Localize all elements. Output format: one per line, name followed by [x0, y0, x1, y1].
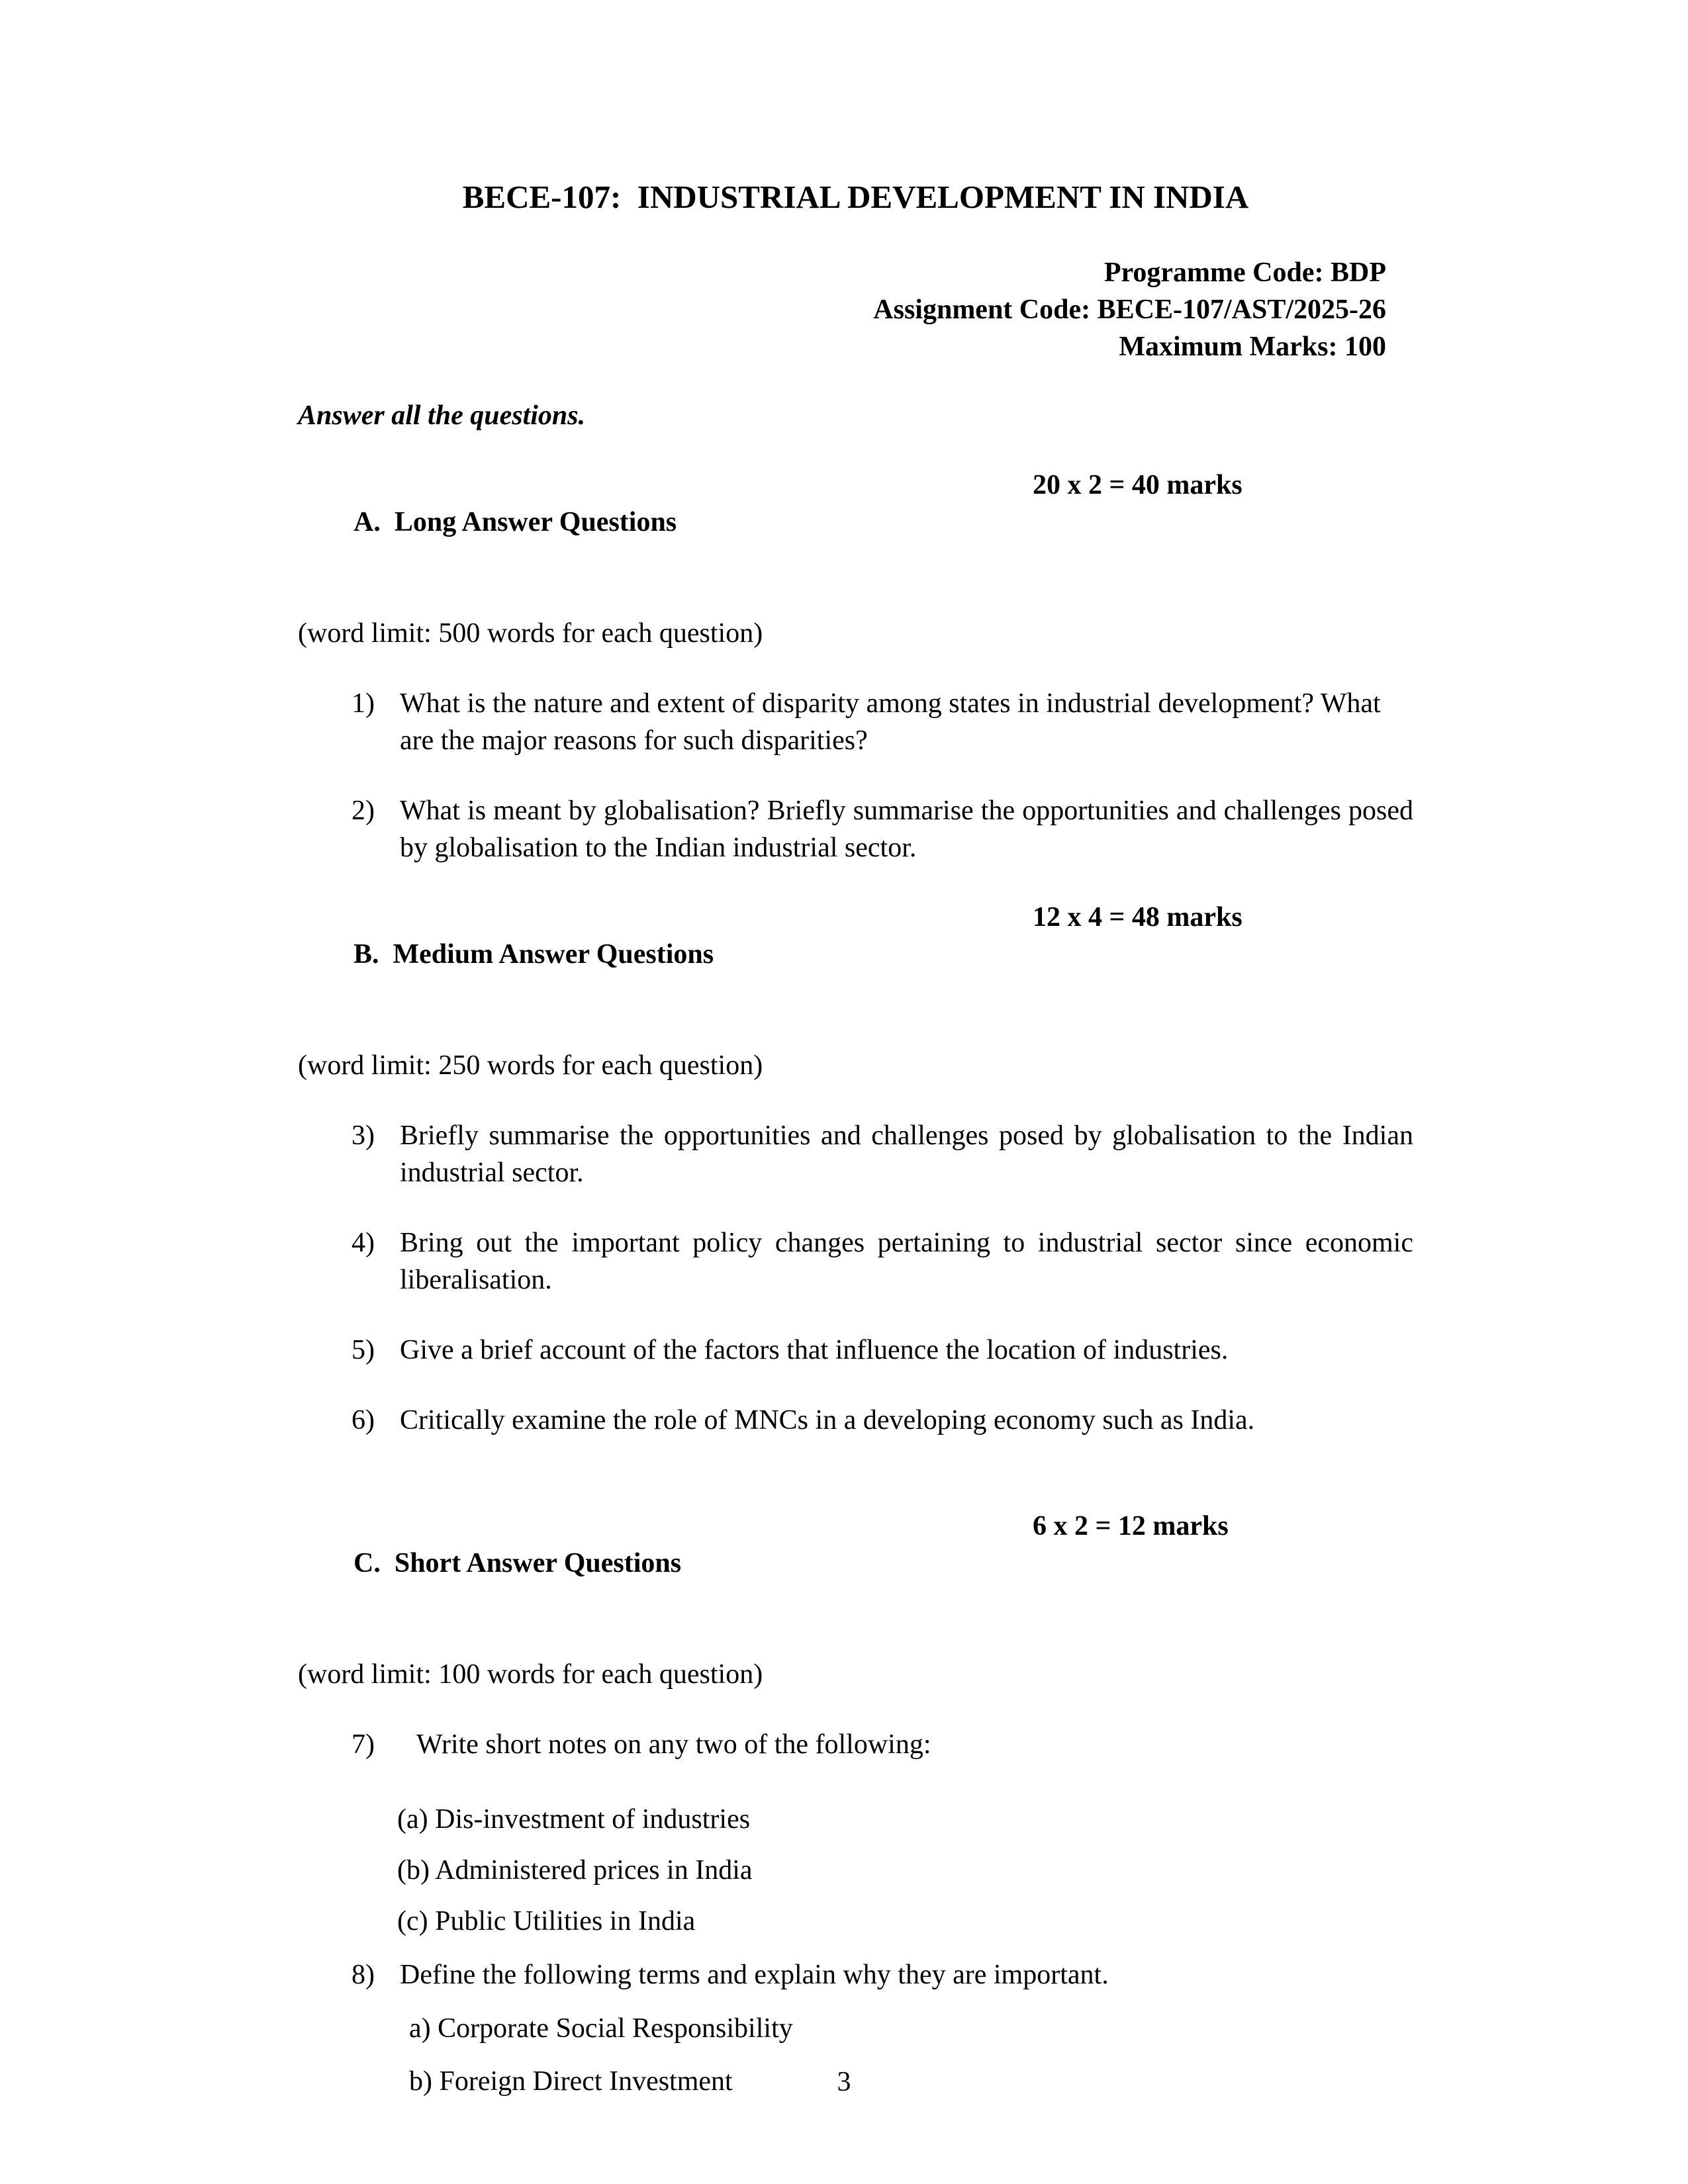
- section-a-heading: [298, 467, 1413, 615]
- document-content: [298, 177, 1413, 2100]
- section-b-heading: [298, 899, 1413, 1047]
- question-3-text: Briefly summarise the opportunities and challenges posed by globalisation to the Indian industrial sector.: [400, 1120, 1413, 1188]
- section-b: [298, 899, 1413, 1439]
- question-8-number: 8): [352, 1960, 375, 1990]
- question-4-number: 4): [352, 1228, 375, 1258]
- page-number: 3: [837, 2067, 851, 2097]
- question-6-text: Critically examine the role of MNCs in a developing economy such as India.: [400, 1405, 1255, 1435]
- question-7-subitem-b: (b) Administered prices in India: [397, 1855, 753, 1886]
- question-4-text: Bring out the important policy changes pertaining to industrial sector since economic liberalisation.: [400, 1228, 1413, 1295]
- section-b-marks: 12 x 4 = 48 marks: [1033, 902, 1243, 933]
- question-2: [298, 792, 1413, 866]
- section-c-heading-text: C. Short Answer Questions: [353, 1548, 682, 1578]
- section-c-heading: [298, 1508, 1413, 1656]
- question-8: [298, 1956, 1413, 1993]
- question-2-number: 2): [352, 796, 375, 826]
- section-a-marks: 20 x 2 = 40 marks: [1033, 470, 1243, 500]
- question-7: [298, 1726, 1413, 1763]
- question-7-subitem-c: (c) Public Utilities in India: [397, 1906, 696, 1936]
- question-4: [298, 1224, 1413, 1298]
- question-5: [298, 1332, 1413, 1369]
- section-a-word-limit: (word limit: 500 words for each question): [298, 618, 763, 649]
- question-8-subitem-a: a) Corporate Social Responsibility: [409, 2013, 793, 2044]
- question-5-text: Give a brief account of the factors that influence the location of industries.: [400, 1335, 1229, 1365]
- answer-all-instruction: Answer all the questions.: [298, 400, 586, 431]
- question-3-number: 3): [352, 1120, 375, 1151]
- question-8-subitem-b: b) Foreign Direct Investment: [409, 2066, 733, 2097]
- question-7-subitem-a: (a) Dis-investment of industries: [397, 1804, 751, 1835]
- question-6: [298, 1402, 1413, 1439]
- document-title: BECE-107: INDUSTRIAL DEVELOPMENT IN INDIA: [462, 179, 1249, 215]
- question-7-text: Write short notes on any two of the following:: [416, 1729, 931, 1760]
- question-3: [298, 1117, 1413, 1191]
- question-2-text: What is meant by globalisation? Briefly summarise the opportunities and challenges posed by globalisation to the Indian industrial sector.: [400, 796, 1413, 863]
- question-6-number: 6): [352, 1405, 375, 1435]
- assignment-code: Assignment Code: BECE-107/AST/2025-26: [873, 295, 1386, 325]
- section-b-word-limit: (word limit: 250 words for each question): [298, 1050, 763, 1081]
- assignment-header-block: [298, 254, 1413, 365]
- section-c-word-limit: (word limit: 100 words for each question): [298, 1659, 763, 1690]
- section-b-heading-text: B. Medium Answer Questions: [353, 939, 714, 970]
- question-5-number: 5): [352, 1335, 375, 1365]
- question-7-number: 7): [352, 1729, 375, 1760]
- section-c: [298, 1508, 1413, 2100]
- maximum-marks: Maximum Marks: 100: [1119, 332, 1386, 362]
- question-1-text: What is the nature and extent of disparity among states in industrial development? What are the major reasons for such disparities?: [400, 688, 1381, 756]
- section-a-heading-text: A. Long Answer Questions: [353, 507, 677, 537]
- programme-code: Programme Code: BDP: [1103, 257, 1386, 288]
- question-1-number: 1): [352, 688, 375, 719]
- section-c-marks: 6 x 2 = 12 marks: [1033, 1511, 1229, 1541]
- question-8-text: Define the following terms and explain why they are important.: [400, 1960, 1109, 1990]
- section-a: [298, 467, 1413, 866]
- question-1: [298, 685, 1413, 759]
